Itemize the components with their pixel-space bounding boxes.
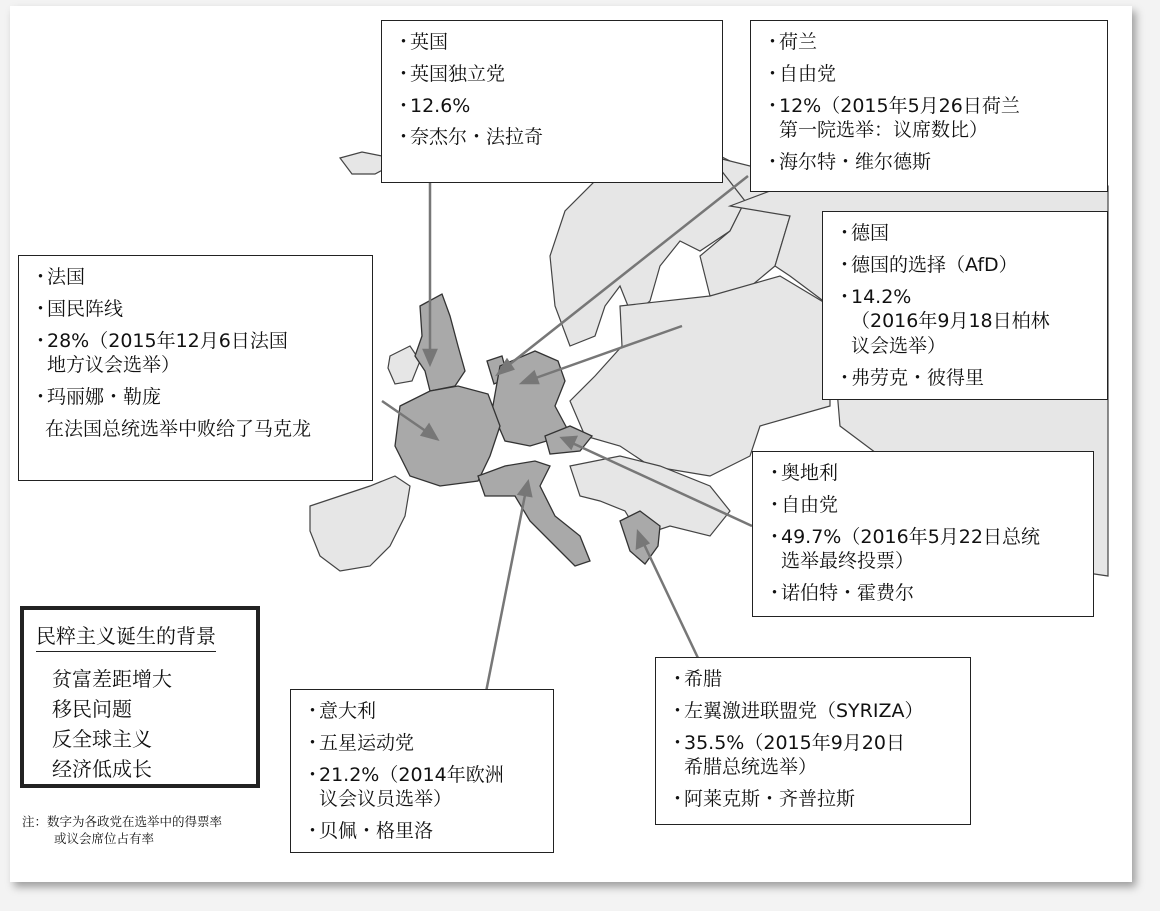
background-item: 经济低成长	[52, 757, 152, 781]
footnote	[22, 814, 222, 848]
info-box-uk	[381, 20, 723, 183]
italy-country: ・意大利	[303, 700, 377, 722]
map-uk	[415, 294, 465, 391]
germany-result-detail: 议会选举）	[851, 335, 947, 358]
france-note: 在法国总统选举中败给了马克龙	[45, 417, 312, 440]
italy-result-detail: 议会议员选举）	[319, 788, 453, 811]
netherlands-country: ・荷兰	[763, 31, 818, 53]
netherlands-result-detail: 第一院选举：议席数比）	[779, 119, 989, 142]
italy-result: ・21.2%（2014年欧洲	[303, 763, 504, 786]
austria-result-detail: 选举最终投票）	[781, 550, 915, 573]
france-leader: ・玛丽娜・勒庞	[31, 386, 162, 409]
netherlands-result: ・12%（2015年5月26日荷兰	[763, 94, 1020, 117]
background-box-title: 民粹主义诞生的背景	[36, 620, 216, 652]
background-item: 反全球主义	[52, 727, 152, 751]
uk-result: ・12.6%	[394, 94, 471, 117]
background-item: 移民问题	[52, 697, 132, 721]
uk-country: ・英国	[394, 31, 449, 53]
austria-country: ・奥地利	[765, 462, 839, 484]
greece-country: ・希腊	[668, 668, 723, 690]
austria-party: ・自由党	[765, 493, 839, 516]
uk-party: ・英国独立党	[394, 62, 506, 85]
leader-greece	[642, 540, 698, 658]
info-box-netherlands	[750, 20, 1108, 192]
map-iberia	[310, 476, 410, 571]
footnote-line-2: 或议会席位占有率	[54, 830, 155, 846]
populism-background-box	[20, 606, 260, 788]
leader-italy	[486, 490, 526, 692]
france-result-detail: 地方议会选举）	[47, 354, 181, 377]
greece-result: ・35.5%（2015年9月20日	[668, 731, 905, 754]
italy-leader: ・贝佩・格里洛	[303, 820, 434, 843]
germany-country: ・德国	[835, 222, 890, 244]
netherlands-leader: ・海尔特・维尔德斯	[763, 151, 932, 174]
france-country: ・法国	[31, 266, 86, 288]
info-box-austria	[752, 451, 1094, 617]
background-item: 贫富差距增大	[52, 667, 172, 691]
map-ireland	[388, 346, 420, 384]
greece-result-detail: 希腊总统选举）	[684, 756, 818, 779]
figure-page	[10, 6, 1132, 882]
footnote-line-1: 注：数字为各政党在选举中的得票率	[22, 814, 223, 829]
uk-leader: ・奈杰尔・法拉奇	[394, 126, 544, 149]
germany-party: ・德国的选择（AfD）	[835, 253, 1018, 276]
netherlands-party: ・自由党	[763, 62, 837, 85]
austria-leader: ・诺伯特・霍费尔	[765, 582, 915, 605]
germany-result: ・14.2%	[835, 285, 912, 308]
map-eastern-europe	[570, 276, 830, 476]
germany-result-date: （2016年9月18日柏林	[851, 310, 1050, 333]
france-result: ・28%（2015年12月6日法国	[31, 329, 288, 352]
greece-leader: ・阿莱克斯・齐普拉斯	[668, 788, 856, 811]
greece-party: ・左翼激进联盟党（SYRIZA）	[668, 699, 924, 722]
france-party: ・国民阵线	[31, 297, 124, 320]
italy-party: ・五星运动党	[303, 731, 415, 754]
austria-result: ・49.7%（2016年5月22日总统	[765, 525, 1040, 548]
info-box-greece	[655, 657, 971, 825]
map-france	[395, 386, 500, 486]
info-box-germany	[822, 211, 1108, 400]
info-box-italy	[290, 689, 554, 853]
germany-leader: ・弗劳克・彼得里	[835, 366, 985, 389]
info-box-france	[18, 255, 373, 481]
